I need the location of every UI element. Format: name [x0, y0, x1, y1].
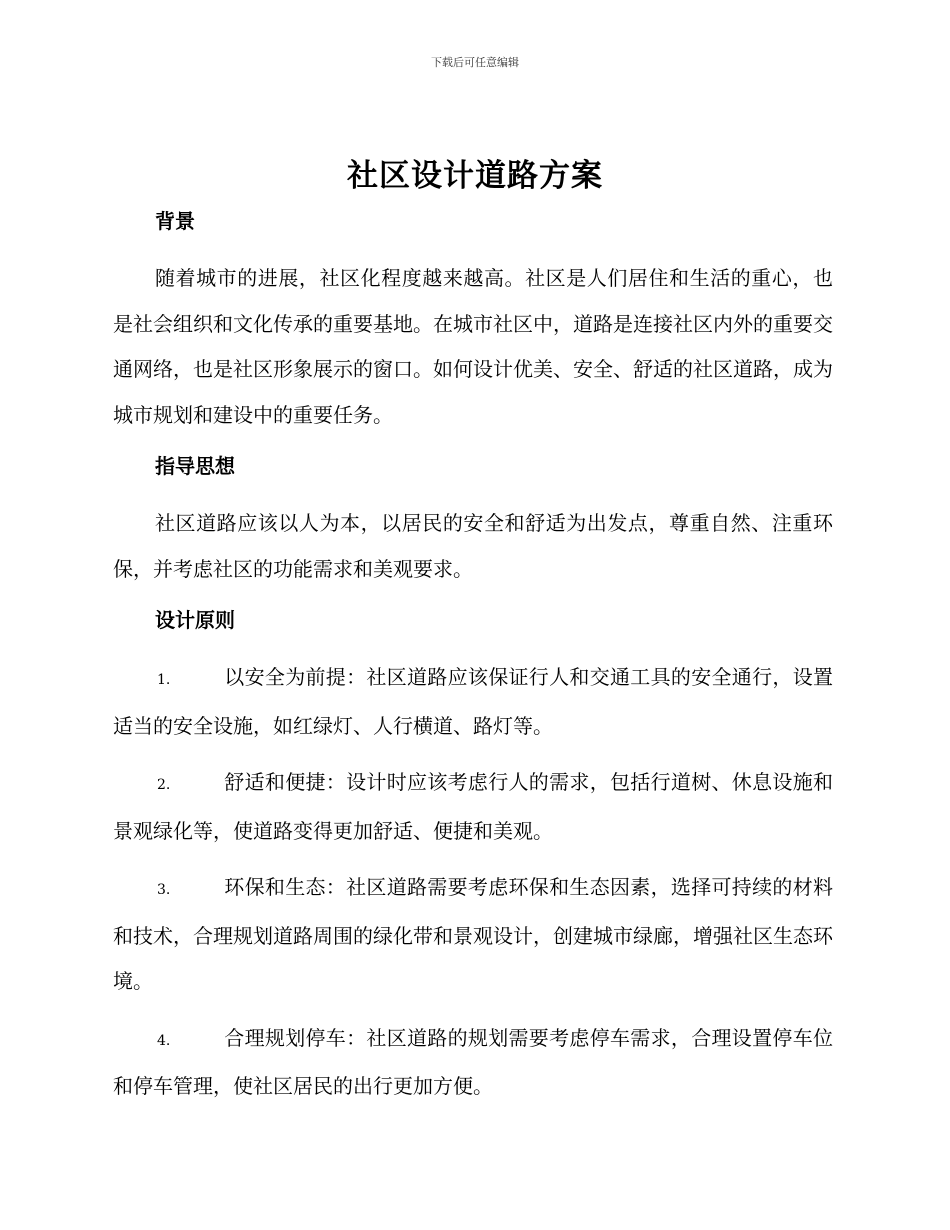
list-item: [113, 655, 833, 749]
section-paragraph: 随着城市的进展，社区化程度越来越高。社区是人们居住和生活的重心，也是社会组织和文化传承的重要基地。在城市社区中，道路是连接社区内外的重要交通网络，也是社区形象展示的窗口。如何设计优美、安全、舒适的社区道路，成为城市规划和建设中的重要任务。: [113, 266, 833, 427]
list-item-number: 4.: [157, 1032, 171, 1049]
section-heading: 指导思想: [155, 454, 235, 478]
list-item-text: 合理规划停车：社区道路的规划需要考虑停车需求，合理设置停车位和停车管理，使社区居民的出行更加方便。: [113, 1025, 833, 1098]
section-guiding-principle: [113, 451, 833, 592]
list-item: [113, 760, 833, 854]
document-title: 社区设计道路方案: [347, 158, 603, 194]
list-item-text: 环保和生态：社区道路需要考虑环保和生态因素，选择可持续的材料和技术，合理规划道路周围的绿化带和景观设计，创建城市绿廊，增强社区生态环境。: [113, 875, 833, 993]
list-item-number: 3.: [157, 882, 171, 898]
document-body: [113, 206, 833, 1110]
section-heading: 设计原则: [155, 608, 235, 632]
section-background: [113, 206, 833, 438]
section-paragraph: 社区道路应该以人为本，以居民的安全和舒适为出发点，尊重自然、注重环保，并考虑社区的功能需求和美观要求。: [113, 511, 833, 581]
list-item: [113, 865, 833, 1005]
section-heading: 背景: [155, 209, 195, 233]
list-item: [113, 1016, 833, 1110]
list-item-text: 舒适和便捷：设计时应该考虑行人的需求，包括行道树、休息设施和景观绿化等，使道路变得更加舒适、便捷和美观。: [113, 770, 833, 843]
list-item-text: 以安全为前提：社区道路应该保证行人和交通工具的安全通行，设置适当的安全设施，如红绿灯、人行横道、路灯等。: [113, 665, 833, 738]
header-note: 下载后可任意编辑: [431, 56, 519, 69]
list-item-number: 2.: [157, 777, 171, 793]
section-design-principles: [113, 605, 833, 1110]
list-item-number: 1.: [157, 672, 171, 688]
